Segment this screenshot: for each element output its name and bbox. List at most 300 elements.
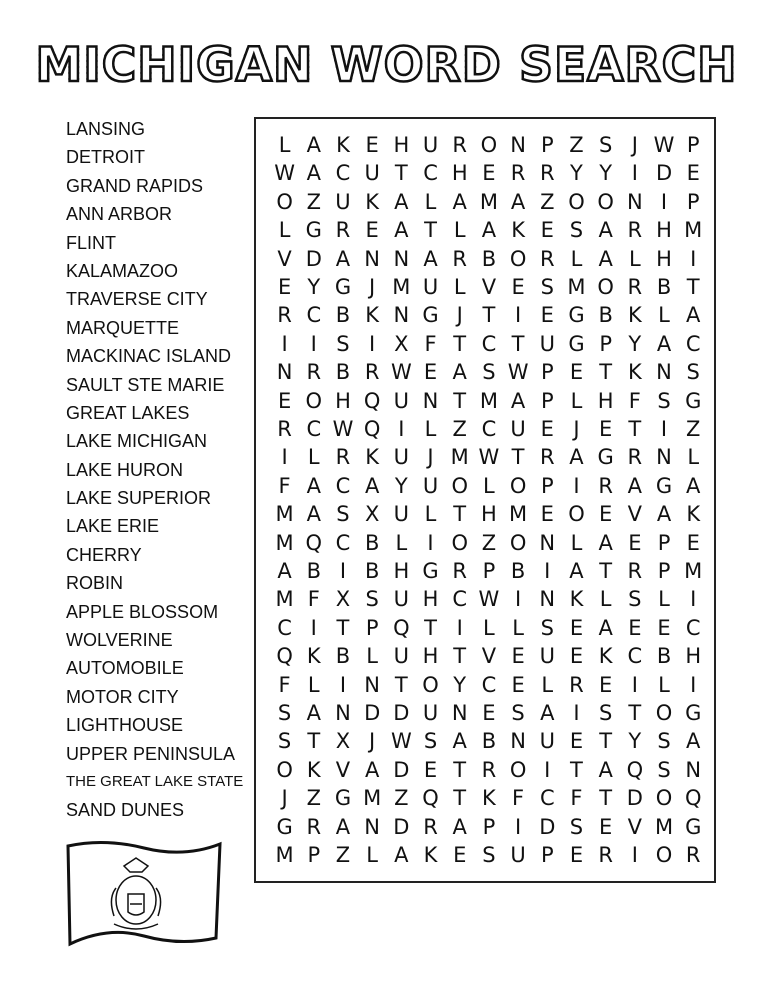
grid-letter: K (423, 843, 438, 867)
grid-letter: Y (394, 473, 408, 498)
grid-letter: C (481, 417, 497, 441)
grid-letter: L (658, 672, 670, 697)
grid-letter: X (364, 502, 380, 527)
grid-letter: I (514, 303, 522, 328)
grid-row (270, 443, 708, 471)
grid-row (270, 188, 708, 216)
grid-row (270, 415, 708, 443)
grid-letter: I (281, 331, 288, 356)
grid-letter: U (393, 502, 410, 527)
grid-letter: Z (540, 189, 555, 214)
grid-letter: E (628, 615, 642, 640)
grid-letter: A (452, 189, 467, 214)
grid-letter: C (452, 587, 468, 612)
grid-letter: E (540, 417, 554, 441)
grid-letter: B (335, 644, 351, 669)
grid-letter: U (422, 275, 439, 299)
grid-letter: C (423, 161, 438, 186)
grid-letter: F (424, 331, 437, 356)
grid-letter: L (395, 530, 408, 555)
grid-letter: A (306, 161, 321, 186)
grid-letter: M (567, 275, 586, 299)
grid-letter: C (306, 417, 322, 441)
grid-letter: J (281, 786, 288, 811)
grid-letter: T (511, 331, 525, 356)
grid-letter: Q (422, 786, 439, 811)
grid-letter: E (482, 701, 496, 725)
grid-letter: H (422, 644, 439, 669)
grid-letter: T (307, 729, 321, 754)
grid-letter: T (394, 672, 408, 697)
grid-letter: I (631, 843, 638, 867)
grid-letter: F (570, 786, 583, 811)
grid-letter: E (686, 161, 700, 186)
grid-letter: W (478, 445, 500, 470)
word-list-item: GREAT LAKES (66, 402, 190, 423)
word-list-item: KALAMAZOO (66, 260, 179, 281)
grid-letter: V (627, 502, 643, 527)
grid-letter: R (627, 218, 643, 243)
grid-letter: T (570, 757, 583, 782)
grid-letter: N (685, 757, 702, 782)
grid-letter: L (483, 615, 495, 640)
grid-letter: R (335, 218, 351, 243)
grid-letter: F (278, 672, 291, 697)
grid-letter: C (277, 615, 292, 640)
grid-letter: G (422, 559, 439, 583)
word-list-item: SAULT STE MARIE (66, 374, 225, 395)
grid-letter: I (339, 559, 347, 583)
grid-letter: E (453, 843, 467, 867)
grid-letter: L (658, 587, 670, 612)
grid-letter: W (332, 417, 354, 441)
word-list-item: GRAND RAPIDS (66, 175, 204, 196)
grid-letter: V (481, 644, 497, 669)
grid-letter: N (364, 672, 381, 697)
grid-letter: A (569, 445, 584, 470)
grid-letter: O (597, 275, 614, 299)
grid-letter: S (540, 615, 554, 640)
grid-letter: S (277, 729, 292, 754)
grid-letter: R (539, 246, 555, 271)
grid-letter: T (453, 757, 467, 782)
grid-letter: M (275, 587, 294, 612)
grid-letter: H (656, 246, 672, 271)
grid-row (270, 387, 708, 415)
grid-letter: X (335, 587, 351, 612)
grid-letter: L (658, 303, 670, 328)
grid-letter: C (481, 672, 497, 697)
grid-letter: I (660, 189, 668, 214)
grid-letter: K (598, 644, 613, 669)
grid-letter: A (656, 331, 672, 356)
grid-letter: I (631, 161, 638, 186)
grid-letter: K (686, 502, 701, 527)
grid-letter: U (510, 417, 526, 441)
grid-letter: I (427, 530, 434, 555)
grid-letter: J (369, 275, 376, 299)
grid-letter: F (307, 587, 320, 612)
grid-letter: U (422, 133, 439, 157)
grid-letter: R (452, 559, 468, 583)
grid-letter: I (544, 559, 551, 583)
grid-letter: U (539, 729, 555, 754)
grid-letter: E (365, 218, 379, 243)
grid-letter: T (628, 417, 642, 441)
grid-letter: R (277, 303, 292, 328)
grid-letter: A (598, 615, 613, 640)
grid-letter: I (660, 417, 668, 441)
grid-letter: M (654, 814, 674, 839)
grid-letter: C (335, 473, 351, 498)
grid-letter: W (507, 360, 529, 385)
word-list-item: APPLE BLOSSOM (66, 601, 219, 622)
grid-letter: Y (453, 672, 467, 697)
grid-letter: O (568, 189, 585, 214)
grid-letter: A (306, 133, 321, 157)
grid-letter: A (627, 473, 643, 498)
grid-letter: W (274, 161, 295, 186)
grid-letter: E (540, 502, 554, 527)
grid-letter: S (423, 729, 438, 754)
grid-letter: T (599, 559, 613, 583)
grid-letter: T (453, 388, 467, 413)
grid-letter: N (656, 445, 672, 470)
grid-letter: A (510, 189, 526, 214)
grid-letter: Z (481, 530, 497, 555)
grid-letter: U (364, 161, 380, 186)
grid-letter: H (481, 502, 497, 527)
grid-row (270, 841, 708, 869)
grid-letter: S (628, 587, 642, 612)
grid-letter: S (482, 843, 496, 867)
grid-letter: L (424, 189, 437, 214)
grid-letter: U (422, 473, 439, 498)
grid-letter: S (365, 587, 379, 612)
grid-row (270, 358, 708, 386)
grid-letter: C (539, 786, 555, 811)
grid-letter: I (281, 445, 288, 470)
word-list-item: MACKINAC ISLAND (66, 346, 232, 367)
grid-letter: R (627, 275, 643, 299)
grid-letter: N (510, 133, 526, 157)
grid-letter: A (364, 473, 380, 498)
grid-letter: Y (628, 331, 642, 356)
grid-letter: P (657, 559, 671, 583)
grid-letter: L (307, 672, 320, 697)
grid-letter: A (598, 246, 613, 271)
grid-letter: P (657, 530, 671, 555)
grid-letter: O (509, 246, 527, 271)
grid-letter: R (510, 161, 526, 186)
grid-letter: B (306, 559, 321, 583)
grid-letter: Q (276, 644, 293, 669)
grid-letter: W (390, 360, 412, 385)
grid-letter: I (573, 473, 580, 498)
word-list (66, 115, 243, 825)
grid-letter: O (305, 388, 323, 413)
grid-letter: T (453, 502, 467, 527)
grid-letter: N (510, 729, 526, 754)
grid-letter: M (684, 218, 703, 243)
grid-letter: M (392, 275, 411, 299)
grid-letter: C (685, 331, 701, 356)
grid-letter: P (482, 814, 496, 839)
grid-letter: R (306, 360, 322, 385)
grid-letter: U (393, 644, 410, 669)
grid-letter: Q (363, 388, 381, 413)
grid-letter: D (393, 701, 410, 725)
word-list-item: LANSING (66, 119, 146, 139)
grid-letter: S (657, 757, 671, 782)
grid-letter: A (335, 246, 351, 271)
grid-letter: Q (305, 530, 323, 555)
grid-letter: R (452, 133, 468, 157)
grid-letter: D (539, 814, 556, 839)
grid-letter: K (627, 360, 642, 385)
grid-letter: Z (335, 843, 351, 867)
grid-letter: P (599, 331, 612, 356)
grid-letter: R (627, 445, 643, 470)
grid-letter: L (278, 218, 291, 243)
grid-letter: Q (684, 786, 702, 811)
grid-letter: Q (626, 757, 644, 782)
grid-row (270, 699, 708, 727)
grid-letter: N (335, 701, 351, 725)
grid-letter: A (656, 502, 672, 527)
grid-letter: F (512, 786, 525, 811)
grid-letter: A (452, 729, 467, 754)
grid-letter: E (628, 530, 642, 555)
grid-letter: R (539, 161, 555, 186)
grid-row (270, 557, 708, 585)
grid-letter: D (393, 814, 410, 839)
grid-letter: D (626, 786, 643, 811)
grid-letter: R (627, 559, 643, 583)
grid-letter: V (335, 757, 351, 782)
grid-letter: S (336, 331, 350, 356)
grid-letter: A (394, 843, 409, 867)
grid-letter: E (540, 218, 554, 243)
grid-letter: K (306, 644, 321, 669)
grid-letter: Z (394, 786, 409, 811)
grid-letter: L (453, 275, 466, 299)
grid-letter: L (424, 417, 437, 441)
grid-letter: N (276, 360, 293, 385)
grid-letter: U (539, 644, 555, 669)
grid-letter: E (569, 644, 584, 669)
page-title: MICHIGAN WORD SEARCH (0, 38, 773, 93)
grid-letter: B (598, 303, 613, 328)
grid-letter: B (481, 246, 497, 271)
grid-letter: A (423, 246, 438, 271)
grid-letter: L (628, 246, 641, 271)
grid-letter: O (509, 473, 527, 498)
word-list-item: LAKE HURON (66, 459, 184, 480)
word-list-item: TRAVERSE CITY (66, 289, 208, 310)
grid-letter: J (427, 445, 434, 470)
grid-letter: L (512, 615, 524, 640)
word-list-item: LIGHTHOUSE (66, 715, 184, 736)
grid-letter: M (684, 559, 703, 583)
grid-letter: S (511, 701, 525, 725)
grid-letter: T (453, 786, 467, 811)
grid-letter: B (510, 559, 526, 583)
grid-letter: P (307, 843, 321, 867)
grid-letter: S (482, 360, 496, 385)
grid-letter: O (451, 473, 468, 498)
grid-letter: G (334, 786, 352, 811)
grid-letter: Z (306, 189, 321, 214)
word-list-item: WOLVERINE (66, 630, 173, 651)
grid-letter: S (686, 360, 700, 385)
grid-letter: S (569, 814, 584, 839)
grid-letter: O (655, 786, 673, 811)
grid-letter: Z (686, 417, 701, 441)
grid-letter: A (598, 218, 613, 243)
grid-letter: T (628, 701, 642, 725)
grid-letter: P (540, 843, 554, 867)
grid-letter: M (479, 189, 498, 214)
grid-letter: G (685, 701, 702, 725)
grid-row (270, 784, 708, 812)
grid-letter: E (569, 360, 584, 385)
grid-letter: S (336, 502, 350, 527)
grid-letter: N (364, 814, 381, 839)
grid-letter: V (277, 246, 292, 271)
grid-letter: H (656, 218, 672, 243)
grid-letter: J (573, 417, 580, 441)
grid-letter: H (422, 587, 439, 612)
grid-letter: M (363, 786, 382, 811)
grid-letter: H (685, 644, 702, 669)
grid-letter: I (514, 587, 522, 612)
word-list-item: THE GREAT LAKE STATE (66, 772, 244, 790)
grid-letter: Y (599, 161, 613, 186)
grid-letter: R (306, 814, 322, 839)
grid-letter: Q (393, 615, 410, 640)
grid-letter: I (544, 757, 551, 782)
grid-letter: A (686, 729, 701, 754)
grid-row (270, 614, 708, 642)
word-list-item: MARQUETTE (66, 317, 180, 338)
grid-letter: A (686, 473, 701, 498)
grid-letter: G (422, 303, 439, 328)
grid-letter: I (398, 417, 405, 441)
grid-letter: R (685, 843, 701, 867)
grid-letter: B (335, 303, 351, 328)
grid-letter: Z (569, 133, 584, 157)
grid-letter: O (509, 757, 527, 782)
grid-letter: D (364, 701, 381, 725)
grid-letter: N (393, 303, 410, 328)
grid-letter: A (598, 530, 613, 555)
grid-letter: N (626, 189, 643, 214)
grid-letter: T (686, 275, 700, 299)
grid-letter: E (599, 672, 613, 697)
grid-row (270, 585, 708, 613)
grid-letter: E (599, 502, 613, 527)
grid-letter: A (598, 757, 613, 782)
grid-letter: E (511, 644, 525, 669)
grid-letter: G (334, 275, 352, 299)
grid-letter: G (597, 445, 614, 470)
grid-letter: G (568, 331, 585, 356)
grid-letter: T (453, 644, 467, 669)
grid-row (270, 245, 708, 273)
grid-letter: A (569, 559, 584, 583)
grid-letter: C (335, 530, 351, 555)
michigan-flag-icon (64, 838, 224, 950)
grid-letter: V (481, 275, 497, 299)
grid-letter: U (539, 331, 555, 356)
grid-letter: A (452, 360, 467, 385)
grid-letter: I (339, 672, 347, 697)
grid-letter: G (655, 473, 673, 498)
grid-letter: E (511, 275, 525, 299)
grid-letter: R (423, 814, 438, 839)
grid-letter: Y (628, 729, 642, 754)
word-search-grid (254, 117, 716, 883)
grid-letter: E (482, 161, 496, 186)
grid-letter: G (685, 388, 702, 413)
grid-letter: A (306, 701, 321, 725)
grid-letter: W (390, 729, 412, 754)
grid-letter: S (657, 388, 671, 413)
grid-letter: N (451, 701, 468, 725)
grid-letter: Y (307, 275, 321, 299)
grid-letter: G (276, 814, 293, 839)
grid-letter: L (453, 218, 466, 243)
grid-letter: P (482, 559, 496, 583)
grid-letter: D (305, 246, 322, 271)
grid-letter: E (277, 275, 292, 299)
grid-letter: J (456, 303, 463, 328)
grid-letter: P (540, 133, 554, 157)
grid-letter: T (599, 729, 613, 754)
grid-letter: R (539, 445, 555, 470)
grid-letter: G (305, 218, 322, 243)
grid-letter: T (453, 331, 467, 356)
grid-letter: O (655, 843, 673, 867)
grid-letter: L (687, 445, 700, 470)
grid-letter: U (393, 445, 410, 470)
grid-letter: S (598, 133, 613, 157)
grid-letter: K (482, 786, 496, 811)
grid-row (270, 813, 708, 841)
grid-letter: M (479, 388, 498, 413)
grid-letter: R (277, 417, 292, 441)
word-list-item: LAKE MICHIGAN (66, 431, 208, 452)
grid-letter: M (450, 445, 469, 470)
grid-letter: I (369, 331, 376, 356)
grid-letter: H (393, 133, 410, 157)
grid-letter: K (365, 189, 380, 214)
grid-letter: N (393, 246, 410, 271)
grid-letter: I (631, 672, 638, 697)
grid-letter: N (656, 360, 672, 385)
grid-letter: T (394, 161, 408, 186)
grid-letter: A (686, 303, 701, 328)
grid-letter: K (569, 587, 584, 612)
grid-letter: H (597, 388, 614, 413)
grid-letter: K (511, 218, 525, 243)
grid-letter: M (275, 502, 294, 527)
grid-letter: O (568, 502, 585, 527)
word-list-item: ROBIN (66, 573, 124, 594)
grid-letter: S (540, 275, 554, 299)
grid-letter: G (685, 814, 702, 839)
